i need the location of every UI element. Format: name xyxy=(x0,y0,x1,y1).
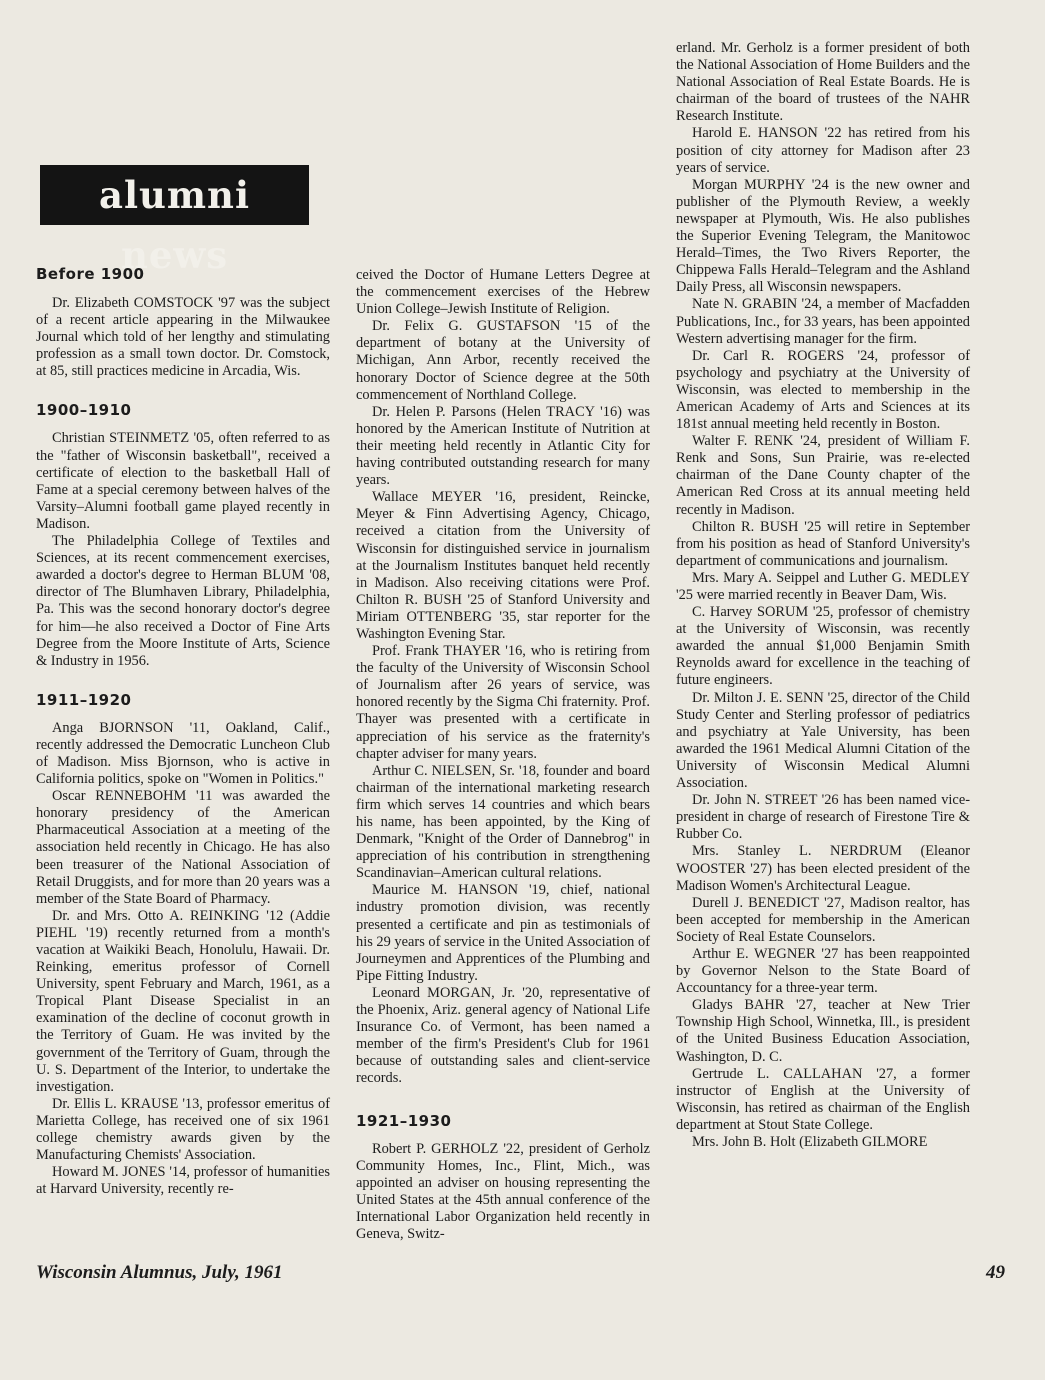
news-item: Leonard MORGAN, Jr. '20, representative of the Phoenix, Ariz. general agency of National Life Insurance Co. of Vermont, has been named a member of the firm's President's Club for 1961 because of outstanding sales and client-service records. xyxy=(356,984,650,1087)
footer-publication-title: Wisconsin Alumnus, July, 1961 xyxy=(36,1262,283,1283)
news-item: Christian STEINMETZ '05, often referred to as the "father of Wisconsin basketball", received a certificate of election to the basketball Hall of Fame at a special ceremony between halves of the Varsity–Alumni football game played recently in Madison. xyxy=(36,430,330,532)
news-item: Dr. and Mrs. Otto A. REINKING '12 (Addie PIEHL '19) recently returned from a month's vacation at Waikiki Beach, Honolulu, Hawaii. Dr. Reinking, emeritus professor of Cornell University, spent February and March, 1961, as a Tropical Plant Disease Specialist in an examination of the decline of coconut growth in the Territory of Guam. He was invited by the government of the Territory of Guam, through the U. S. Department of the Interior, to undertake the investigation. xyxy=(36,907,330,1095)
news-item: Robert P. GERHOLZ '22, president of Gerholz Community Homes, Inc., Flint, Mich., was appointed an adviser on housing representing the United States at the 45th annual conference of the International Labor Organization held recently in Geneva, Switz- xyxy=(356,1140,650,1242)
news-item: Oscar RENNEBOHM '11 was awarded the honorary presidency of the American Pharmaceutical Association at a meeting of the association held recently in Chicago. He has also been treasurer of the National Association of Retail Druggists, and for more than 20 years was a member of the State Board of Pharmacy. xyxy=(36,788,330,907)
news-item: Mrs. John B. Holt (Elizabeth GILMORE xyxy=(692,1134,928,1150)
news-item: Arthur C. NIELSEN, Sr. '18, founder and board chairman of the international marketing research firm which serves 14 countries and which bears his name, has been appointed, by the King of Denmark, "Knight of the Order of Dannebrog" in appreciation of his contribution in strengthening Scandinavian–American cultural relations. xyxy=(356,762,650,882)
news-item: Gladys BAHR '27, teacher at New Trier Township High School, Winnetka, Ill., is president of the United Business Education Association, Washington, D. C. xyxy=(676,997,970,1065)
column-3 xyxy=(676,40,970,1151)
news-item: Durell J. BENEDICT '27, Madison realtor, has been accepted for membership in the American Society of Real Estate Counselors. xyxy=(676,894,970,945)
footer-page-number: 49 xyxy=(986,1262,1005,1283)
column-2 xyxy=(356,267,650,1243)
news-item: Dr. Elizabeth COMSTOCK '97 was the subject of a recent article appearing in the Milwaukee Journal which told of her lengthy and stimulating profession as a small town doctor. Dr. Comstock, at 85, still practices medicine in Arcadia, Wis. xyxy=(36,295,330,380)
news-item: Dr. Carl R. ROGERS '24, professor of psychology and psychiatry at the University of Wisconsin, was elected to membership in the American Academy of Arts and Sciences at its 181st annual meeting held recently in Boston. xyxy=(676,347,970,433)
news-item: Chilton R. BUSH '25 will retire in September from his position as head of Stanford University's department of communications and journalism. xyxy=(676,518,970,569)
news-item: Anga BJORNSON '11, Oakland, Calif., recently addressed the Democratic Luncheon Club of Madison. Miss Bjornson, who is active in California politics, spoke on "Women in Politics." xyxy=(36,719,330,788)
section-heading: 1921–1930 xyxy=(356,1111,452,1130)
section-banner: alumni news xyxy=(40,165,309,225)
news-item: Dr. Ellis L. KRAUSE '13, professor emeritus of Marietta College, has received one of six 1961 college chemistry awards given by the Manufacturing Chemists' Association. xyxy=(36,1095,330,1164)
news-item: Dr. John N. STREET '26 has been named vice-president in charge of research of Firestone Tire & Rubber Co. xyxy=(676,792,970,843)
section-heading: 1900–1910 xyxy=(36,401,132,420)
news-item-continued: ceived the Doctor of Humane Letters Degree at the commencement exercises of the Hebrew Union College–Jewish Institute of Religion. xyxy=(356,267,650,318)
news-item: Wallace MEYER '16, president, Reincke, Meyer & Finn Advertising Agency, Chicago, received a citation from the University of Wisconsin for distinguished service in journalism at the Journalism Institutes banquet held recently in Madison. Also receiving citations were Prof. Chilton R. BUSH '25 of Stanford University and Miriam OTTENBERG '35, star reporter for the Washington Evening Star. xyxy=(356,489,650,642)
news-item: Dr. Helen P. Parsons (Helen TRACY '16) was honored by the American Institute of Nutrition at their meeting held recently in Atlantic City for having contributed outstanding research for many years. xyxy=(356,403,650,489)
news-item: Howard M. JONES '14, professor of humanities at Harvard University, recently re- xyxy=(36,1164,330,1198)
news-item: Nate N. GRABIN '24, a member of Macfadden Publications, Inc., for 33 years, has been appointed Western advertising manager for the firm. xyxy=(676,296,970,347)
section-heading: 1911–1920 xyxy=(36,690,132,709)
news-item-continued: erland. Mr. Gerholz is a former president of both the National Association of Home Builders and the National Association of Real Estate Boards. He is chairman of the board of trustees of the NAHR Research Institute. xyxy=(676,40,970,125)
section-heading: Before 1900 xyxy=(36,265,145,283)
news-item: Prof. Frank THAYER '16, who is retiring from the faculty of the University of Wisconsin School of Journalism after 26 years of service, was honored recently by the Sigma Chi fraternity. Prof. Thayer was presented with a certificate in appreciation of his service as the fraternity's chapter adviser for many years. xyxy=(356,643,650,762)
column-1 xyxy=(36,264,330,1198)
news-item: Harold E. HANSON '22 has retired from his position of city attorney for Madison after 23 years of service. xyxy=(676,125,970,176)
news-item: Morgan MURPHY '24 is the new owner and publisher of the Plymouth Review, a weekly newspaper at Plymouth, Wis. He also publishes the Superior Evening Telegram, the Manitowoc Herald–Times, the Two Rivers Reporter, the Chippewa Falls Herald–Telegram and the Ashland Daily Press, all Wisconsin newspapers. xyxy=(676,176,970,296)
news-item: Gertrude L. CALLAHAN '27, a former instructor of English at the University of Wisconsin, has retired as chairman of the English department at Stout State College. xyxy=(676,1065,970,1133)
news-item: Arthur E. WEGNER '27 has been reappointed by Governor Nelson to the State Board of Accountancy for a three-year term. xyxy=(676,945,970,997)
news-item: Walter F. RENK '24, president of William F. Renk and Sons, Sun Prairie, was re-elected chairman of the Dane County chapter of the American Red Cross at its annual meeting held recently in Madison. xyxy=(676,433,970,518)
news-item: Maurice M. HANSON '19, chief, national industry promotion division, was recently presented a certificate and pin as testimonials of his 29 years of service in the United Association of Journeymen and Apprentices of the Plumbing and Pipe Fitting Industry. xyxy=(356,882,650,984)
news-item: Dr. Felix G. GUSTAFSON '15 of the department of botany at the University of Michigan, Ann Arbor, recently received the honorary Doctor of Science degree at the 50th commencement of Northland College. xyxy=(356,318,650,403)
news-item: C. Harvey SORUM '25, professor of chemistry at the University of Wisconsin, was recently awarded the annual $1,000 Benjamin Smith Reynolds award for excellence in the teaching of future engineers. xyxy=(676,604,970,689)
news-item: Mrs. Stanley L. NERDRUM (Eleanor WOOSTER '27) has been elected president of the Madison Women's Architectural League. xyxy=(676,843,970,894)
news-item: The Philadelphia College of Textiles and Sciences, at its recent commencement exercises, awarded a doctor's degree to Herman BLUM '08, director of The Blumhaven Library, Philadelphia, Pa. This was the second honorary doctor's degree for him—he also received a Doctor of Fine Arts Degree from the Moore Institute of Arts, Science & Industry in 1956. xyxy=(36,533,330,669)
news-item: Mrs. Mary A. Seippel and Luther G. MEDLEY '25 were married recently in Beaver Dam, Wis. xyxy=(676,569,970,603)
news-item: Dr. Milton J. E. SENN '25, director of the Child Study Center and Sterling professor of pediatrics and psychiatry at Yale University, has been awarded the 1961 Medical Alumni Citation of the University of Wisconsin Medical Alumni Association. xyxy=(676,689,970,792)
